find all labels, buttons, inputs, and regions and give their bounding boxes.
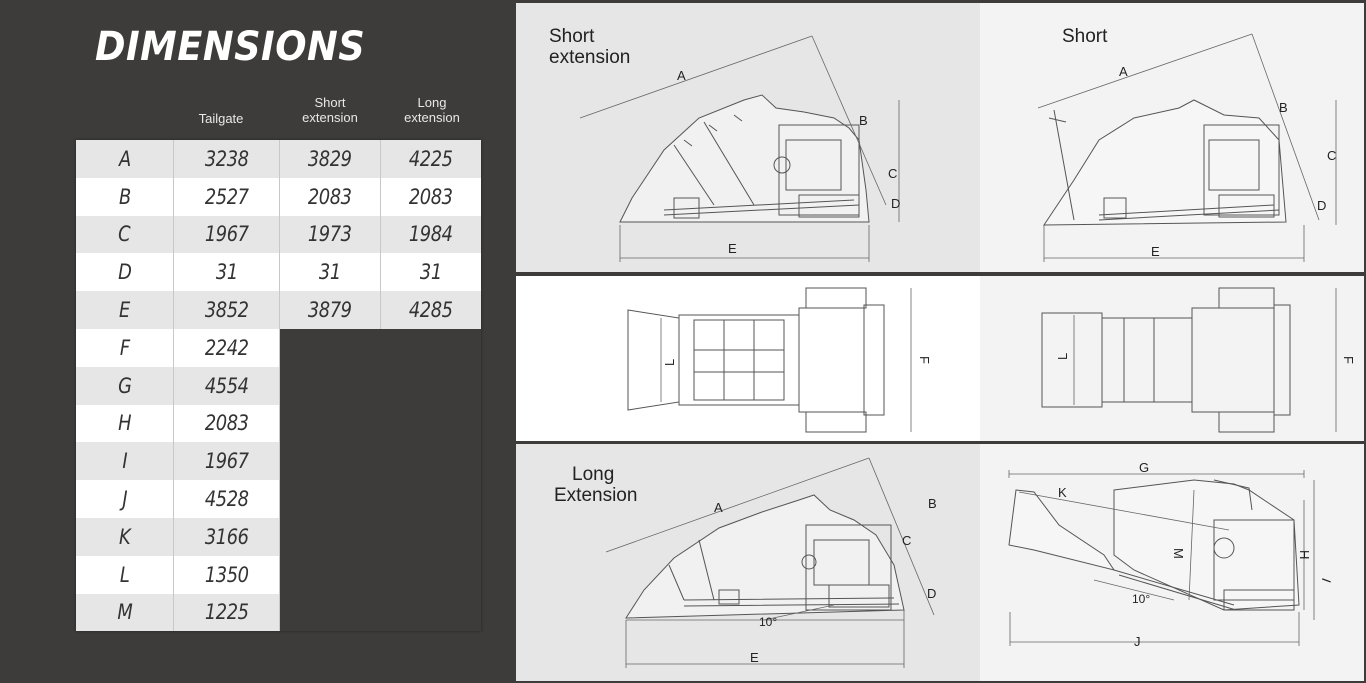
tailgate-value: 2527	[204, 184, 249, 209]
tailgate-dim-c: C	[1327, 148, 1337, 163]
label-cell	[76, 253, 174, 291]
short-extension-value: 3879	[308, 298, 352, 323]
label-cell	[76, 367, 174, 405]
long-dim-e: E	[750, 650, 759, 665]
short-dim-c: C	[888, 166, 898, 181]
label: M	[117, 600, 132, 625]
header-short-line1: Short	[314, 95, 346, 110]
dimension-row-i	[76, 442, 481, 480]
header-long-extension	[387, 95, 477, 125]
dimension-row-b	[76, 178, 481, 216]
empty-cell	[381, 442, 482, 480]
short-extension-label-2: extension	[549, 47, 631, 68]
label-cell	[76, 518, 174, 556]
tailgate-value: 2242	[204, 335, 249, 360]
tailgate-value: 2083	[204, 411, 249, 436]
tailgate-dim-d: D	[1317, 198, 1327, 213]
rear-dim-h: H	[1297, 550, 1312, 560]
long-extension-label-1: Long	[572, 464, 615, 485]
short-extension-value: 3829	[308, 146, 352, 171]
dimension-row-l	[76, 556, 481, 594]
rear-dim-k: K	[1058, 485, 1067, 500]
long-dim-b: B	[928, 496, 937, 511]
empty-cell	[280, 556, 381, 594]
tailgate-value-cell	[174, 594, 280, 632]
rear-dim-j: J	[1134, 634, 1141, 649]
short-extension-value-cell	[280, 140, 381, 178]
long-extension-label-2: Extension	[554, 485, 638, 506]
label: I	[122, 449, 127, 474]
tailgate-value-cell	[174, 178, 280, 216]
short-extension-value-cell	[280, 291, 381, 329]
page-title: DIMENSIONS	[95, 24, 366, 70]
long-extension-value: 4225	[409, 146, 453, 171]
label-cell	[76, 405, 174, 443]
header-long-line1: Long	[417, 95, 447, 110]
dimensions-table	[76, 140, 481, 631]
tailgate-value-cell	[174, 480, 280, 518]
short-top-panel	[516, 276, 980, 441]
long-extension-value-cell	[381, 291, 482, 329]
long-angle-label: 10°	[759, 615, 778, 629]
long-extension-value-cell	[381, 253, 482, 291]
tailgate-value: 4528	[204, 487, 249, 512]
label-cell	[76, 556, 174, 594]
label-cell	[76, 178, 174, 216]
rear-dim-i: I	[1318, 576, 1335, 585]
label-cell	[76, 594, 174, 632]
tailgate-value: 4554	[204, 373, 249, 398]
short-extension-label-1: Short	[549, 26, 595, 47]
short-extension-value: 1973	[308, 222, 352, 247]
label-cell	[76, 329, 174, 367]
dimension-row-h	[76, 405, 481, 443]
dimension-row-c	[76, 216, 481, 254]
label: K	[118, 524, 131, 549]
label-cell	[76, 480, 174, 518]
tailgate-value: 1967	[204, 449, 249, 474]
tailgate-value-cell	[174, 442, 280, 480]
empty-cell	[381, 405, 482, 443]
tailgate-value-cell	[174, 291, 280, 329]
dimension-row-k	[76, 518, 481, 556]
tailgate-value: 3238	[204, 146, 249, 171]
tailgate-value: 1967	[204, 222, 249, 247]
tailgate-value: 31	[215, 260, 238, 285]
long-dim-c: C	[902, 533, 912, 548]
empty-cell	[381, 556, 482, 594]
long-extension-value-cell	[381, 216, 482, 254]
empty-cell	[280, 367, 381, 405]
short-dim-b: B	[859, 113, 868, 128]
dimension-row-e	[76, 291, 481, 329]
tailgate-value-cell	[174, 216, 280, 254]
short-extension-value: 2083	[308, 184, 352, 209]
dimension-row-a	[76, 140, 481, 178]
rear-dim-m: M	[1171, 548, 1186, 559]
short-dim-l: L	[662, 358, 677, 366]
short-dim-f: F	[917, 356, 932, 364]
rear-angle-label: 10°	[1132, 592, 1151, 606]
label: C	[118, 222, 131, 247]
label-cell	[76, 140, 174, 178]
short-extension-value-cell	[280, 178, 381, 216]
dimensions-table-body	[76, 140, 481, 631]
label: G	[117, 373, 132, 398]
short-extension-value-cell	[280, 253, 381, 291]
dimension-drawings	[514, 0, 1366, 683]
tailgate-value-cell	[174, 405, 280, 443]
header-long-line2: extension	[404, 110, 460, 125]
long-extension-value: 2083	[409, 184, 453, 209]
tailgate-value-cell	[174, 140, 280, 178]
tailgate-value: 1350	[204, 562, 249, 587]
dimension-row-j	[76, 480, 481, 518]
short-dim-d: D	[891, 196, 901, 211]
empty-cell	[280, 594, 381, 632]
empty-cell	[381, 480, 482, 518]
tailgate-value: 1225	[204, 600, 249, 625]
short-dim-e: E	[728, 241, 737, 256]
short-dim-a: A	[677, 68, 686, 83]
tailgate-value-cell	[174, 556, 280, 594]
tailgate-dim-f: F	[1341, 356, 1356, 364]
dimensions-panel	[0, 0, 514, 683]
empty-cell	[280, 518, 381, 556]
label: L	[119, 562, 130, 587]
long-extension-value: 1984	[409, 222, 453, 247]
long-extension-value: 31	[420, 260, 442, 285]
dimension-row-f	[76, 329, 481, 367]
tailgate-dim-b: B	[1279, 100, 1288, 115]
label-cell	[76, 291, 174, 329]
tailgate-value: 3166	[204, 524, 249, 549]
label: D	[117, 260, 132, 285]
tailgate-value-cell	[174, 518, 280, 556]
header-short-line2: extension	[302, 110, 358, 125]
tailgate-value-cell	[174, 253, 280, 291]
rear-dim-g: G	[1139, 460, 1150, 475]
tailgate-dim-a: A	[1119, 64, 1128, 79]
label-cell	[76, 442, 174, 480]
tailgate-value-cell	[174, 367, 280, 405]
header-tailgate: Tailgate	[198, 111, 244, 126]
long-extension-value-cell	[381, 140, 482, 178]
label: B	[118, 184, 131, 209]
label: A	[118, 146, 131, 171]
empty-cell	[280, 480, 381, 518]
long-dim-a: A	[714, 500, 723, 515]
tailgate-value-cell	[174, 329, 280, 367]
label: F	[119, 335, 130, 360]
label: J	[122, 487, 127, 512]
tailgate-dim-e: E	[1151, 244, 1160, 259]
long-dim-d: D	[927, 586, 937, 601]
dimension-row-d	[76, 253, 481, 291]
label-cell	[76, 216, 174, 254]
short-extension-value-cell	[280, 216, 381, 254]
long-extension-value: 4285	[409, 298, 453, 323]
dimension-row-g	[76, 367, 481, 405]
header-short-extension	[285, 95, 375, 125]
tailgate-value: 3852	[204, 298, 249, 323]
short-extension-value: 31	[319, 260, 341, 285]
empty-cell	[381, 594, 482, 632]
tailgate-dim-l: L	[1055, 352, 1070, 360]
dimension-row-m	[76, 594, 481, 632]
empty-cell	[280, 405, 381, 443]
empty-cell	[381, 367, 482, 405]
empty-cell	[280, 442, 381, 480]
tailgate-top-panel	[980, 276, 1364, 441]
short-extension-label-line1: Short	[1062, 26, 1108, 47]
empty-cell	[280, 329, 381, 367]
empty-cell	[381, 329, 482, 367]
long-extension-value-cell	[381, 178, 482, 216]
label: E	[119, 298, 130, 323]
label: H	[117, 411, 131, 436]
empty-cell	[381, 518, 482, 556]
